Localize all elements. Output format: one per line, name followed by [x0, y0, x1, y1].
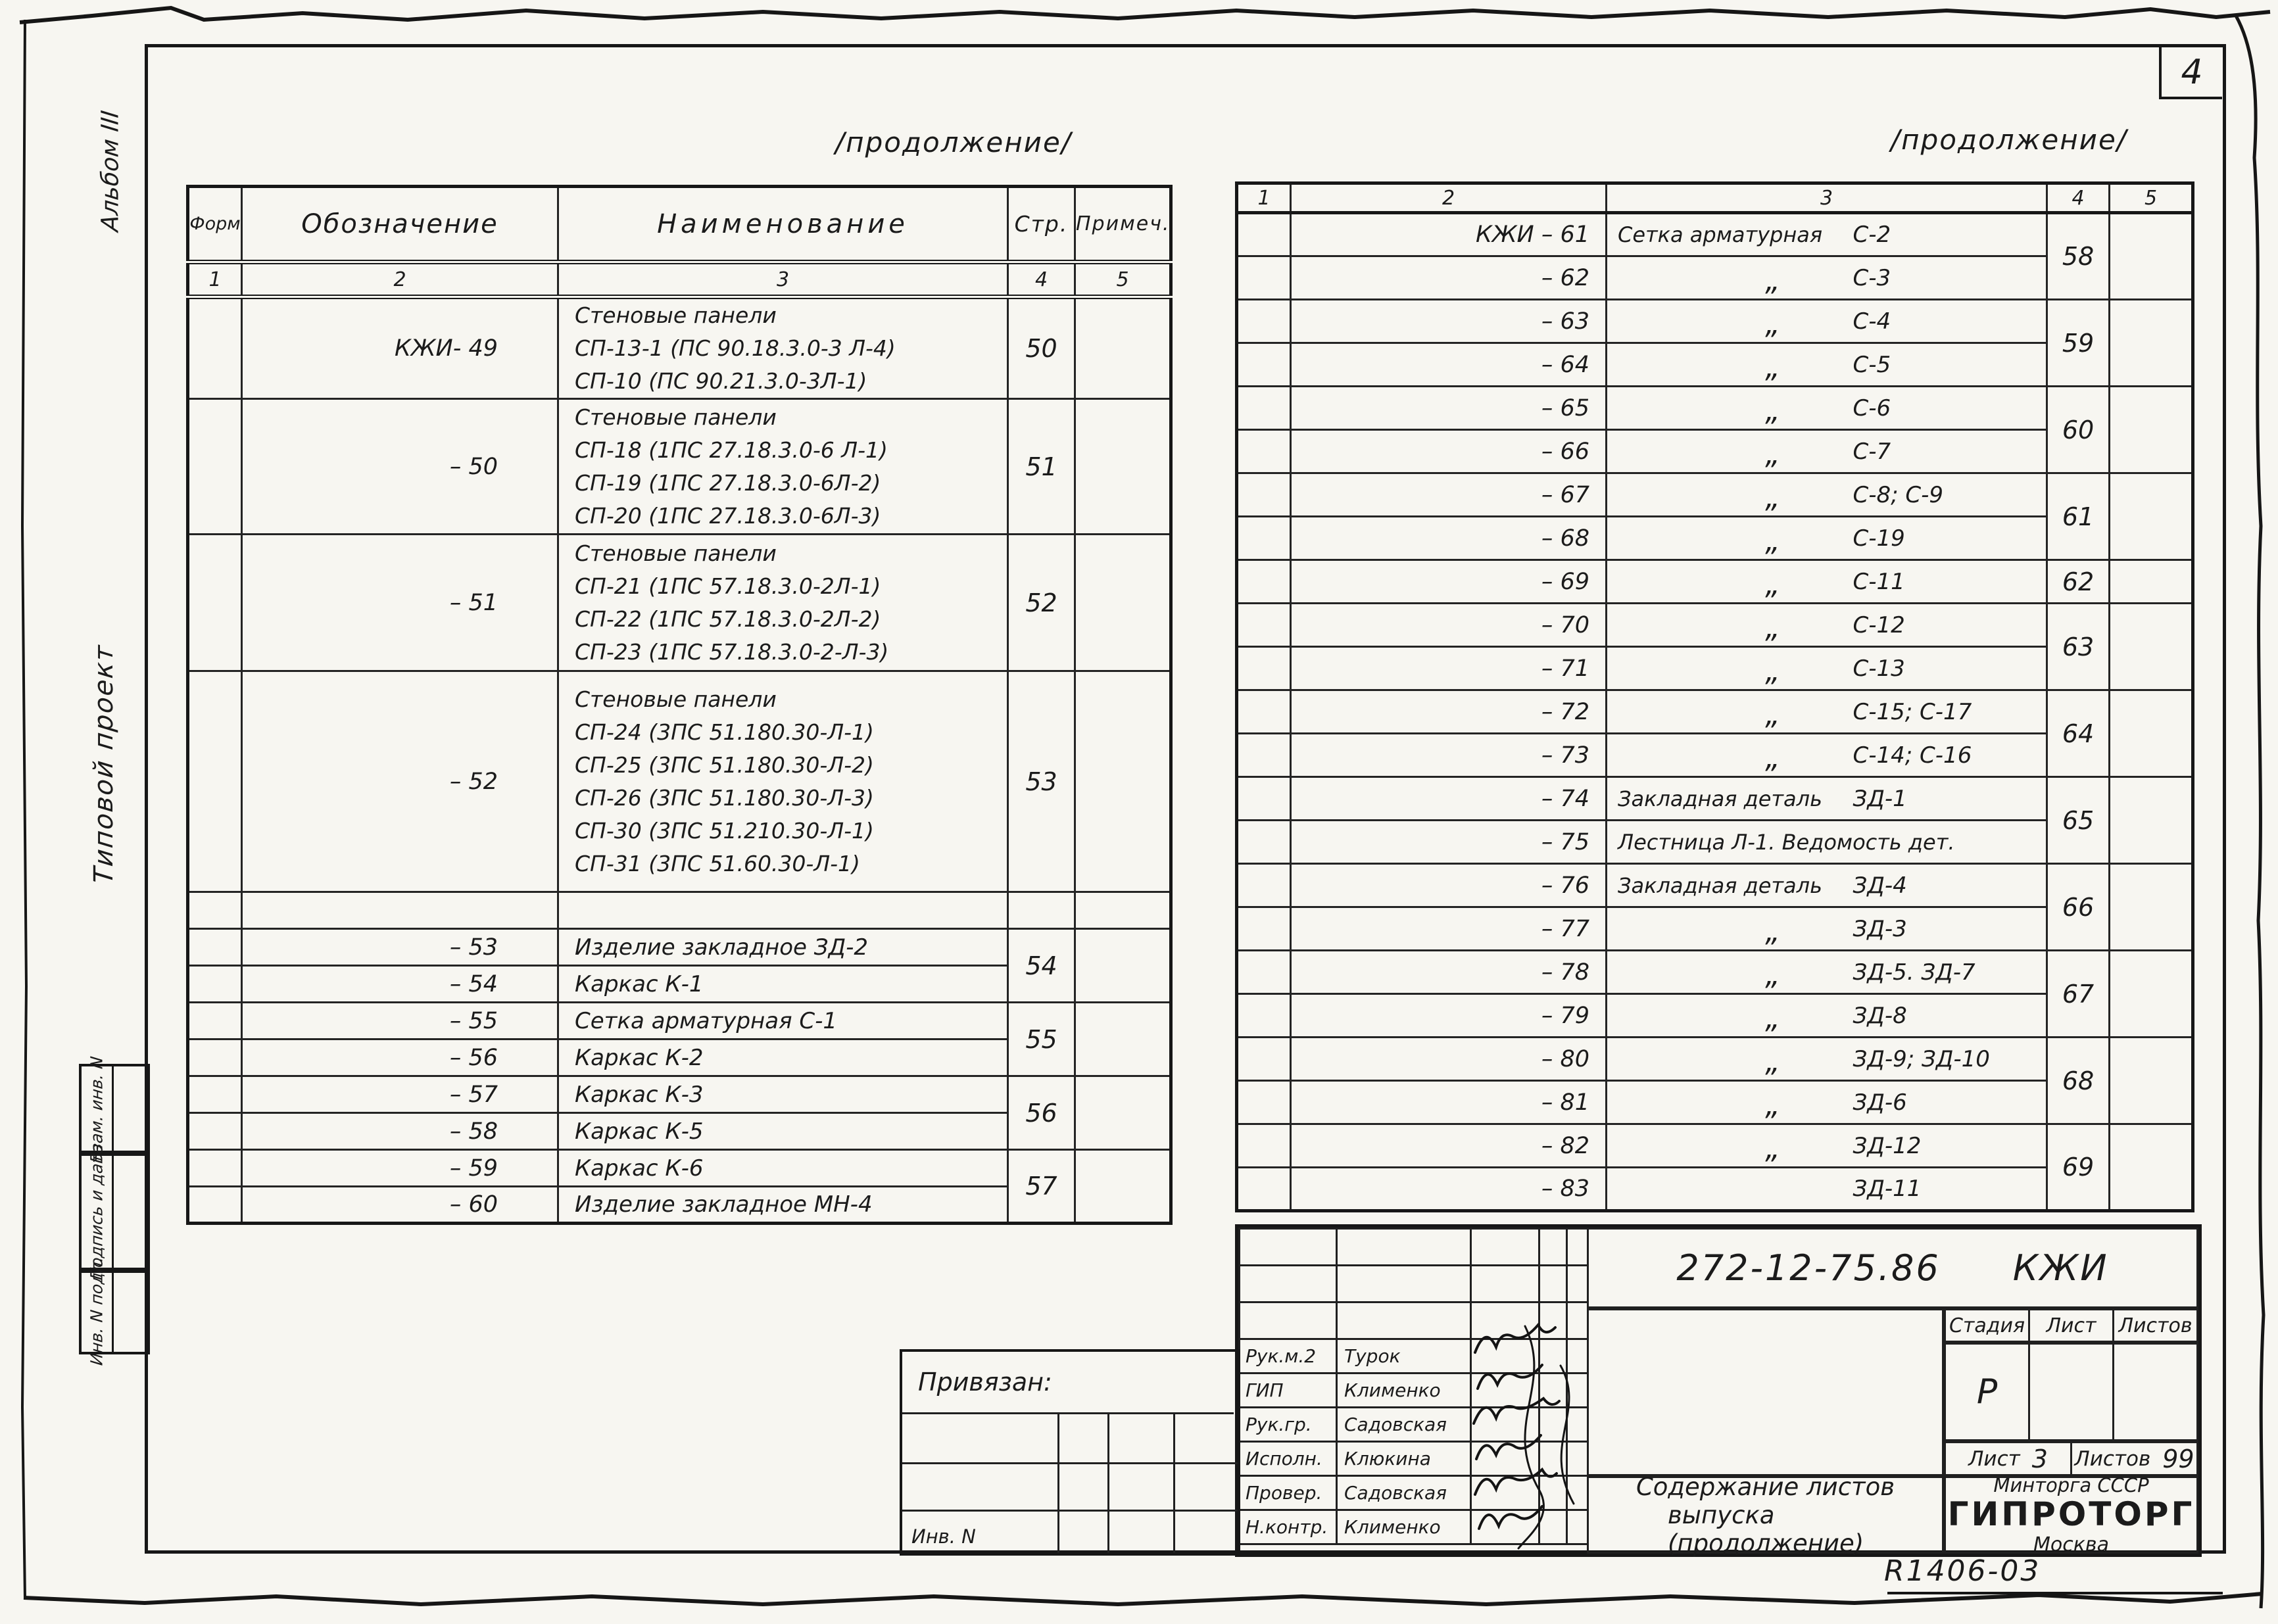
designation-cell: – 63	[1291, 300, 1607, 343]
colnum: 1	[188, 262, 242, 297]
designation-cell: – 83	[1291, 1168, 1607, 1211]
page-cell: 61	[2047, 473, 2110, 560]
item-code: ЗД-6	[1853, 1089, 1907, 1116]
designation-cell: – 55	[242, 1003, 558, 1039]
colnum: 4	[1008, 262, 1075, 297]
sheets-number: 99	[2162, 1444, 2194, 1473]
ditto-mark: „	[1765, 481, 1780, 515]
stage-header-sheets: Листов	[2118, 1314, 2193, 1337]
colnum: 3	[558, 262, 1008, 297]
name-text: Лестница Л-1. Ведомость дет.	[1618, 829, 1955, 855]
designation-cell: – 78	[1291, 951, 1607, 994]
item-code: ЗД-1	[1853, 785, 1907, 812]
sheet-number: 3	[2031, 1444, 2048, 1473]
designation-cell: – 64	[1291, 343, 1607, 387]
item-code: ЗД-9; ЗД-10	[1853, 1045, 1990, 1072]
page-cell: 60	[2047, 387, 2110, 473]
colnum: 2	[1291, 183, 1607, 213]
page-cell: 63	[2047, 604, 2110, 690]
item-code: ЗД-11	[1853, 1176, 1922, 1202]
name-line: СП-31 (3ПС 51.60.30-Л-1)	[575, 850, 860, 876]
ditto-mark: „	[1765, 307, 1780, 341]
name-cell: Каркас К-5	[558, 1113, 1008, 1150]
designation-cell: – 65	[1291, 387, 1607, 430]
role-name-cell: Турок	[1337, 1339, 1471, 1373]
ditto-mark: „	[1765, 1045, 1780, 1079]
name-text: Закладная деталь	[1618, 872, 1822, 898]
item-code: С-14; С-16	[1853, 742, 1972, 769]
sheets-label: Листов	[2074, 1446, 2151, 1471]
page-cell: 59	[2047, 300, 2110, 387]
designation-cell: – 62	[1291, 256, 1607, 300]
item-code: ЗД-5. ЗД-7	[1853, 959, 1975, 986]
page-cell: 52	[1008, 535, 1075, 671]
ditto-mark: „	[1765, 1132, 1780, 1166]
sheet-title-line2: выпуска (продолжение)	[1668, 1500, 1864, 1558]
name-cell: Каркас К-2	[558, 1039, 1008, 1076]
document-code: 272-12-75.86	[1676, 1247, 1941, 1289]
designation-cell: КЖИ – 61	[1291, 213, 1607, 256]
page-cell: 57	[1008, 1150, 1075, 1224]
designation-cell: – 52	[242, 671, 558, 892]
page-cell: 58	[2047, 213, 2110, 300]
item-code: С-12	[1853, 611, 1905, 638]
item-code: ЗД-3	[1853, 915, 1907, 942]
designation-cell: – 82	[1291, 1124, 1607, 1168]
designation-cell: – 56	[242, 1039, 558, 1076]
designation-cell: – 80	[1291, 1038, 1607, 1081]
item-code: С-13	[1853, 655, 1905, 682]
name-line: Стеновые панели	[575, 540, 777, 566]
continuation-label-right: /продолжение/	[1891, 124, 2127, 156]
org-city: Москва	[2033, 1533, 2109, 1556]
ditto-mark: „	[1765, 1088, 1780, 1122]
colnum: 1	[1237, 183, 1291, 213]
designation-cell: – 70	[1291, 604, 1607, 647]
name-line: СП-13-1 (ПС 90.18.3.0-3 Л-4)	[575, 335, 896, 361]
item-code: ЗД-8	[1853, 1002, 1907, 1029]
name-line: СП-19 (1ПС 27.18.3.0-6Л-2)	[575, 469, 881, 496]
ditto-mark: „	[1765, 394, 1780, 428]
name-line: СП-30 (3ПС 51.210.30-Л-1)	[575, 817, 874, 844]
designation-cell: – 59	[242, 1150, 558, 1187]
page-cell: 65	[2047, 777, 2110, 864]
role-name-cell: Садовская	[1337, 1408, 1471, 1442]
stamp-label: Инв. N подл.	[87, 1255, 107, 1367]
designation-cell: – 53	[242, 929, 558, 966]
stamp-label: Подпись и дата	[87, 1142, 107, 1281]
col-header-designation: Обозначение	[242, 187, 558, 262]
item-code: С-3	[1853, 264, 1891, 291]
album-margin-text: Альбом III	[97, 109, 124, 233]
colnum: 3	[1607, 183, 2047, 213]
page-cell: 67	[2047, 951, 2110, 1038]
designation-cell: – 50	[242, 399, 558, 535]
annotation-label: Привязан:	[918, 1368, 1052, 1397]
col-header-note: Примеч.	[1075, 187, 1171, 262]
role-name-cell: Клименко	[1337, 1373, 1471, 1408]
page-cell: 50	[1008, 297, 1075, 399]
page-cell: 51	[1008, 399, 1075, 535]
name-line: СП-20 (1ПС 27.18.3.0-6Л-3)	[575, 502, 881, 529]
designation-cell: – 54	[242, 966, 558, 1003]
ditto-mark: „	[1765, 524, 1780, 558]
item-code: С-7	[1853, 438, 1891, 465]
designation-cell: – 67	[1291, 473, 1607, 517]
name-line: СП-18 (1ПС 27.18.3.0-6 Л-1)	[575, 437, 888, 463]
ditto-mark: „	[1765, 698, 1780, 732]
colnum: 5	[1075, 262, 1171, 297]
designation-cell: – 57	[242, 1076, 558, 1113]
designation-cell: – 77	[1291, 907, 1607, 951]
ditto-mark: „	[1765, 264, 1780, 298]
item-code: С-2	[1853, 222, 1891, 248]
designation-cell: – 74	[1291, 777, 1607, 821]
ditto-mark: „	[1765, 958, 1780, 992]
designation-cell: – 76	[1291, 864, 1607, 907]
ditto-mark: „	[1765, 437, 1780, 471]
page-cell: 54	[1008, 929, 1075, 1003]
designation-cell: – 69	[1291, 560, 1607, 604]
designation-cell: – 68	[1291, 517, 1607, 560]
footer-handwritten-code: R1406-03	[1884, 1554, 2041, 1588]
designation-cell: – 60	[242, 1187, 558, 1224]
item-code: С-4	[1853, 308, 1891, 335]
name-cell: Каркас К-1	[558, 966, 1008, 1003]
item-code: ЗД-4	[1853, 872, 1907, 899]
name-cell: Изделие закладное МН-4	[558, 1187, 1008, 1224]
name-line: СП-24 (3ПС 51.180.30-Л-1)	[575, 719, 874, 745]
name-line: СП-10 (ПС 90.21.3.0-3Л-1)	[575, 368, 867, 394]
document-series: КЖИ	[2012, 1247, 2109, 1289]
ditto-mark: „	[1765, 611, 1780, 645]
role-title-cell: Провер.	[1240, 1476, 1337, 1510]
designation-cell: КЖИ- 49	[242, 297, 558, 399]
designation-cell: – 72	[1291, 690, 1607, 734]
ditto-mark: „	[1765, 915, 1780, 949]
page-cell: 53	[1008, 671, 1075, 892]
name-line: СП-23 (1ПС 57.18.3.0-2-Л-3)	[575, 638, 889, 665]
name-line: Стеновые панели	[575, 686, 777, 712]
designation-cell: – 79	[1291, 994, 1607, 1038]
role-title-cell: Рук.гр.	[1240, 1408, 1337, 1442]
colnum: 5	[2110, 183, 2193, 213]
role-title-cell: Н.контр.	[1240, 1510, 1337, 1544]
designation-cell: – 51	[242, 535, 558, 671]
item-code: С-11	[1853, 568, 1905, 595]
name-line: СП-26 (3ПС 51.180.30-Л-3)	[575, 784, 874, 811]
name-line: СП-25 (3ПС 51.180.30-Л-2)	[575, 752, 874, 778]
col-header-form: Форм	[188, 187, 242, 262]
stage-value: Р	[1946, 1345, 2030, 1439]
role-title-cell: Исполн.	[1240, 1442, 1337, 1476]
name-line: Стеновые панели	[575, 404, 777, 430]
ditto-mark: „	[1765, 741, 1780, 775]
sheet-page-number: 4	[2181, 52, 2203, 92]
stamp-label: Взам. инв. N	[87, 1055, 107, 1164]
role-name-cell: Садовская	[1337, 1476, 1471, 1510]
ditto-mark: „	[1765, 567, 1780, 602]
page-cell: 66	[2047, 864, 2110, 951]
role-title-cell: ГИП	[1240, 1373, 1337, 1408]
designation-cell: – 58	[242, 1113, 558, 1150]
name-line: СП-22 (1ПС 57.18.3.0-2Л-2)	[575, 606, 881, 632]
role-title-cell: Рук.м.2	[1240, 1339, 1337, 1373]
designation-cell: – 81	[1291, 1081, 1607, 1124]
continuation-label-left: /продолжение/	[835, 126, 1072, 158]
ditto-mark: „	[1765, 654, 1780, 688]
col-header-page: Стр.	[1008, 187, 1075, 262]
page-cell: 55	[1008, 1003, 1075, 1076]
page-cell: 62	[2047, 560, 2110, 604]
role-name-cell: Клюкина	[1337, 1442, 1471, 1476]
project-type-margin-text: Типовой проект	[89, 642, 119, 886]
page-cell: 64	[2047, 690, 2110, 777]
page-cell: 56	[1008, 1076, 1075, 1150]
name-cell: Изделие закладное ЗД-2	[558, 929, 1008, 966]
stage-header-sheet: Лист	[2030, 1310, 2114, 1341]
role-name-cell: Клименко	[1337, 1510, 1471, 1544]
designation-cell: – 71	[1291, 647, 1607, 690]
sheet-label: Лист	[1968, 1446, 2020, 1471]
item-code: С-5	[1853, 351, 1891, 378]
name-cell: Сетка арматурная С-1	[558, 1003, 1008, 1039]
item-code: С-6	[1853, 394, 1891, 421]
designation-cell: – 73	[1291, 734, 1607, 777]
item-code: С-19	[1853, 525, 1905, 552]
org-name: ГИПРОТОРГ	[1947, 1494, 2195, 1533]
sheet-title-line1: Содержание листов	[1636, 1472, 1895, 1501]
item-code: С-15; С-17	[1853, 698, 1972, 725]
item-code: С-8; С-9	[1853, 481, 1944, 508]
ditto-mark: „	[1765, 350, 1780, 385]
col-header-name: Наименование	[558, 187, 1008, 262]
page-cell: 69	[2047, 1124, 2110, 1211]
org-ministry: Минторга СССР	[1993, 1473, 2149, 1496]
stage-header-stadia: Стадия	[1946, 1310, 2030, 1341]
designation-cell: – 66	[1291, 430, 1607, 473]
colnum: 2	[242, 262, 558, 297]
ditto-mark: „	[1765, 1001, 1780, 1036]
inventory-number-label: Инв. N	[911, 1525, 976, 1548]
name-line: СП-21 (1ПС 57.18.3.0-2Л-1)	[575, 573, 881, 599]
item-code: ЗД-12	[1853, 1132, 1922, 1159]
colnum: 4	[2047, 183, 2110, 213]
name-text: Сетка арматурная	[1618, 222, 1823, 247]
designation-cell: – 75	[1291, 821, 1607, 864]
page-cell: 68	[2047, 1038, 2110, 1124]
name-line: Стеновые панели	[575, 302, 777, 328]
name-text: Закладная деталь	[1618, 786, 1822, 811]
name-cell: Каркас К-3	[558, 1076, 1008, 1113]
name-cell: Каркас К-6	[558, 1150, 1008, 1187]
